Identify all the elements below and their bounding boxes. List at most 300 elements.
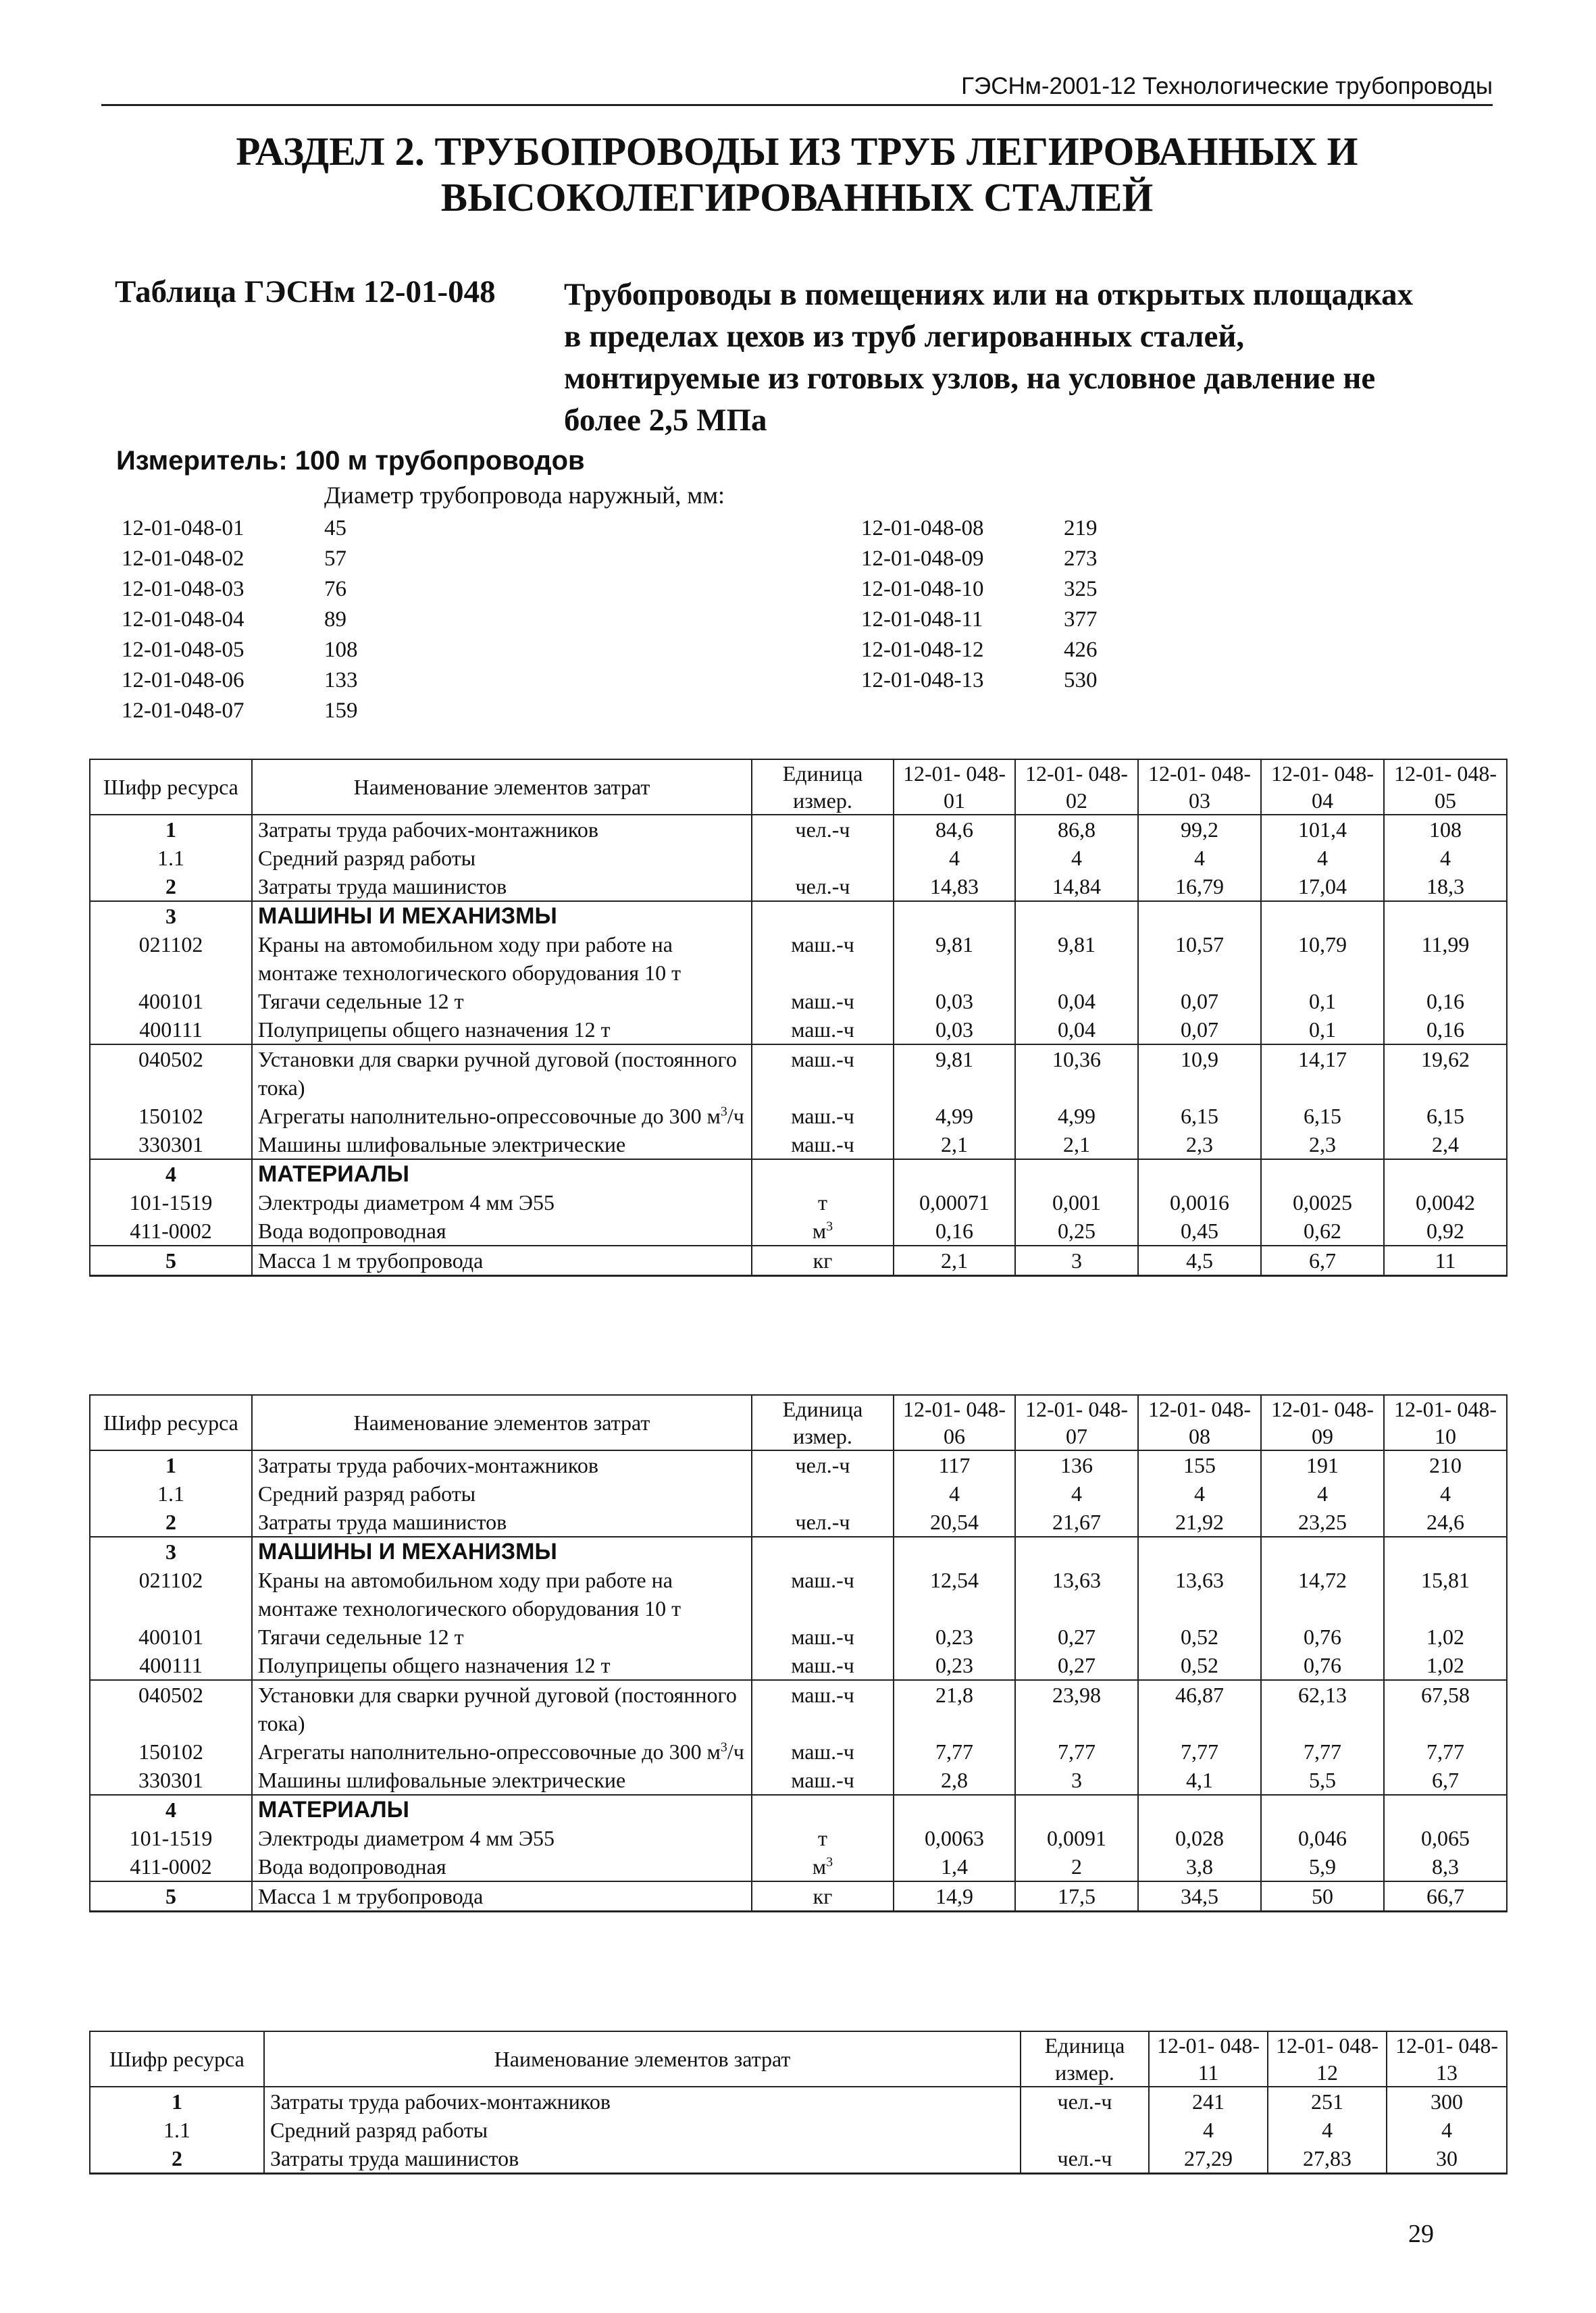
resource-name: Тягачи седельные 12 т	[252, 1623, 752, 1651]
table-row	[90, 2144, 1507, 2174]
cost-value: 9,81	[894, 1044, 1015, 1102]
cost-value: 4	[1015, 1479, 1138, 1508]
cost-value: 0,04	[1015, 987, 1138, 1015]
table-row	[90, 1737, 1507, 1766]
table-row	[90, 1537, 1507, 1566]
table-row	[90, 1188, 1507, 1217]
cost-value	[1015, 901, 1138, 930]
cost-value: 4	[1268, 2116, 1387, 2144]
header-unit: Единица измер.	[752, 759, 894, 815]
cost-value: 23,25	[1261, 1508, 1384, 1537]
resource-code: 400101	[90, 987, 252, 1015]
resource-name: МАШИНЫ И МЕХАНИЗМЫ	[252, 901, 752, 930]
resource-name: Установки для сварки ручной дуговой (постоянного тока)	[252, 1680, 752, 1737]
diameter-value: 76	[324, 577, 346, 601]
table-row	[90, 1881, 1507, 1912]
cost-value: 0,76	[1261, 1651, 1384, 1680]
cost-value	[1261, 901, 1384, 930]
diameter-value: 89	[324, 607, 346, 632]
code-value: 12-01-048-01	[122, 516, 244, 540]
resource-unit	[752, 1159, 894, 1188]
table-row	[90, 930, 1507, 987]
header-code: 12-01- 048-04	[1261, 759, 1384, 815]
resource-unit: чел.-ч	[752, 1508, 894, 1537]
resource-name: Масса 1 м трубопровода	[252, 1246, 752, 1276]
table-row	[90, 987, 1507, 1015]
cost-value: 24,6	[1384, 1508, 1507, 1537]
resource-unit: кг	[752, 1881, 894, 1912]
code-value: 12-01-048-02	[122, 547, 244, 571]
cost-value: 0,23	[894, 1623, 1015, 1651]
cost-value: 15,81	[1384, 1566, 1507, 1623]
resource-code: 101-1519	[90, 1188, 252, 1217]
cost-value: 0,07	[1138, 987, 1261, 1015]
cost-value: 13,63	[1015, 1566, 1138, 1623]
resource-name: Затраты труда рабочих-монтажников	[252, 1450, 752, 1479]
cost-value: 4	[1149, 2116, 1268, 2144]
cost-value: 117	[894, 1450, 1015, 1479]
cost-value: 66,7	[1384, 1881, 1507, 1912]
resource-code: 3	[90, 901, 252, 930]
cost-value	[1261, 1537, 1384, 1566]
header-code: 12-01- 048-07	[1015, 1395, 1138, 1450]
code-row	[122, 605, 405, 635]
cost-value	[894, 1795, 1015, 1824]
cost-value: 20,54	[894, 1508, 1015, 1537]
header-code: 12-01- 048-08	[1138, 1395, 1261, 1450]
resource-name: Тягачи седельные 12 т	[252, 987, 752, 1015]
table-row	[90, 815, 1507, 844]
resource-unit	[752, 1537, 894, 1566]
cost-value: 3,8	[1138, 1852, 1261, 1881]
cost-value: 0,76	[1261, 1623, 1384, 1651]
table-row	[90, 1102, 1507, 1130]
section-title	[101, 128, 1493, 220]
header-code: 12-01- 048-12	[1268, 2031, 1387, 2087]
resource-name: Полуприцепы общего назначения 12 т	[252, 1651, 752, 1680]
resource-code: 330301	[90, 1130, 252, 1159]
cost-value: 5,9	[1261, 1852, 1384, 1881]
cost-value: 0,0091	[1015, 1824, 1138, 1852]
resource-table-3	[89, 2031, 1508, 2175]
cost-value: 0,0042	[1384, 1188, 1507, 1217]
code-value: 12-01-048-05	[122, 638, 244, 662]
cost-value: 101,4	[1261, 815, 1384, 844]
resource-name: Полуприцепы общего назначения 12 т	[252, 1015, 752, 1044]
code-row	[122, 696, 405, 726]
cost-value: 0,62	[1261, 1217, 1384, 1246]
cost-value: 300	[1387, 2087, 1507, 2116]
running-header: ГЭСНм-2001-12 Технологические трубопроводы	[101, 73, 1493, 106]
cost-value: 0,0063	[894, 1824, 1015, 1852]
diameter-value: 108	[324, 638, 358, 662]
cost-value: 108	[1384, 815, 1507, 844]
page-number: 29	[1408, 2220, 1434, 2248]
diameter-value: 530	[1064, 668, 1098, 692]
resource-code: 040502	[90, 1044, 252, 1102]
resource-code: 4	[90, 1159, 252, 1188]
cost-value: 2,1	[1015, 1130, 1138, 1159]
cost-value: 0,046	[1261, 1824, 1384, 1852]
header-cipher: Шифр ресурса	[90, 2031, 264, 2087]
resource-code: 5	[90, 1246, 252, 1276]
resource-code: 400111	[90, 1015, 252, 1044]
table-row	[90, 1246, 1507, 1276]
cost-value: 2,4	[1384, 1130, 1507, 1159]
cost-value: 0,028	[1138, 1824, 1261, 1852]
resource-unit	[1021, 2116, 1149, 2144]
cost-value: 7,77	[1261, 1737, 1384, 1766]
cost-value: 19,62	[1384, 1044, 1507, 1102]
cost-value: 6,15	[1138, 1102, 1261, 1130]
cost-value: 136	[1015, 1450, 1138, 1479]
cost-value: 30	[1387, 2144, 1507, 2174]
resource-code: 1.1	[90, 2116, 264, 2144]
resource-name: Затраты труда машинистов	[252, 1508, 752, 1537]
resource-name: Агрегаты наполнительно-опрессовочные до 300 $м^3/ч$	[252, 1102, 752, 1130]
cost-value: 84,6	[894, 815, 1015, 844]
cost-value: 46,87	[1138, 1680, 1261, 1737]
table-row	[90, 1015, 1507, 1044]
header-unit: Единица измер.	[1021, 2031, 1149, 2087]
resource-name: МАТЕРИАЛЫ	[252, 1159, 752, 1188]
table-row	[90, 1566, 1507, 1623]
cost-value: 4	[1384, 1479, 1507, 1508]
table-row	[90, 1479, 1507, 1508]
table-row	[90, 1130, 1507, 1159]
resource-unit	[752, 901, 894, 930]
diameter-value: 219	[1064, 516, 1098, 540]
table-desc-line: монтируемые из готовых узлов, на условное давление не	[564, 361, 1376, 396]
cost-value: 14,83	[894, 872, 1015, 901]
table-row	[90, 1217, 1507, 1246]
table-row	[90, 844, 1507, 872]
cost-value: 21,92	[1138, 1508, 1261, 1537]
resource-unit: маш.-ч	[752, 1044, 894, 1102]
cost-value: 10,9	[1138, 1044, 1261, 1102]
cost-value: 4,99	[1015, 1102, 1138, 1130]
table-row	[90, 2087, 1507, 2116]
table-header-row	[90, 1395, 1507, 1450]
cost-value: 27,29	[1149, 2144, 1268, 2174]
code-value: 12-01-048-09	[861, 547, 984, 571]
resource-code: 1.1	[90, 844, 252, 872]
cost-value: 2,1	[894, 1130, 1015, 1159]
codes-list-right	[861, 513, 1145, 696]
cost-value: 11,99	[1384, 930, 1507, 987]
cost-value: 27,83	[1268, 2144, 1387, 2174]
cost-value: 13,63	[1138, 1566, 1261, 1623]
cost-value: 4	[1138, 844, 1261, 872]
resource-code: 1	[90, 2087, 264, 2116]
resource-unit: маш.-ч	[752, 1766, 894, 1795]
resource-code: 330301	[90, 1766, 252, 1795]
resource-table-2	[89, 1394, 1508, 1912]
resource-name: Затраты труда рабочих-монтажников	[252, 815, 752, 844]
code-row	[861, 635, 1145, 665]
cost-value: 7,77	[1015, 1737, 1138, 1766]
cost-value: 2,1	[894, 1246, 1015, 1276]
cost-value: 21,8	[894, 1680, 1015, 1737]
section-title-line2: ВЫСОКОЛЕГИРОВАННЫХ СТАЛЕЙ	[440, 175, 1154, 220]
header-cipher: Шифр ресурса	[90, 759, 252, 815]
code-value: 12-01-048-07	[122, 698, 244, 723]
cost-value: 14,9	[894, 1881, 1015, 1912]
resource-unit: чел.-ч	[752, 872, 894, 901]
table-row	[90, 1680, 1507, 1737]
cost-value	[1015, 1537, 1138, 1566]
resource-code: 411-0002	[90, 1217, 252, 1246]
cost-value	[1138, 1795, 1261, 1824]
cost-value: 12,54	[894, 1566, 1015, 1623]
code-row	[122, 635, 405, 665]
diameter-label: Диаметр трубопровода наружный, мм:	[324, 482, 725, 509]
resource-unit	[752, 1479, 894, 1508]
cost-value: 62,13	[1261, 1680, 1384, 1737]
resource-name: Затраты труда рабочих-монтажников	[264, 2087, 1021, 2116]
code-value: 12-01-048-13	[861, 668, 984, 692]
cost-value: 1,02	[1384, 1651, 1507, 1680]
resource-name: Краны на автомобильном ходу при работе на монтаже технологического оборудования 10 т	[252, 930, 752, 987]
code-value: 12-01-048-04	[122, 607, 244, 632]
cost-value: 21,67	[1015, 1508, 1138, 1537]
resource-unit: чел.-ч	[1021, 2087, 1149, 2116]
resource-code: 2	[90, 872, 252, 901]
header-code: 12-01- 048-13	[1387, 2031, 1507, 2087]
resource-name: Вода водопроводная	[252, 1217, 752, 1246]
cost-value: 1,02	[1384, 1623, 1507, 1651]
cost-value: 0,92	[1384, 1217, 1507, 1246]
resource-code: 021102	[90, 930, 252, 987]
table-row	[90, 1159, 1507, 1188]
cost-value: 0,0025	[1261, 1188, 1384, 1217]
cost-value: 7,77	[1384, 1737, 1507, 1766]
resource-unit: т	[752, 1188, 894, 1217]
cost-value: 1,4	[894, 1852, 1015, 1881]
resource-unit: т	[752, 1824, 894, 1852]
resource-name: Затраты труда машинистов	[264, 2144, 1021, 2174]
cost-value: 2,3	[1138, 1130, 1261, 1159]
cost-value: 0,27	[1015, 1623, 1138, 1651]
cost-value: 191	[1261, 1450, 1384, 1479]
cost-value	[1015, 1795, 1138, 1824]
header-code: 12-01- 048-11	[1149, 2031, 1268, 2087]
table-row	[90, 901, 1507, 930]
resource-unit: маш.-ч	[752, 987, 894, 1015]
cost-value: 4	[1387, 2116, 1507, 2144]
cost-value: 4	[1261, 1479, 1384, 1508]
table-row	[90, 872, 1507, 901]
header-name: Наименование элементов затрат	[252, 759, 752, 815]
cost-value	[1015, 1159, 1138, 1188]
cost-value: 0,00071	[894, 1188, 1015, 1217]
code-value: 12-01-048-11	[861, 607, 983, 632]
resource-code: 5	[90, 1881, 252, 1912]
cost-value: 67,58	[1384, 1680, 1507, 1737]
cost-value: 0,065	[1384, 1824, 1507, 1852]
cost-value: 11	[1384, 1246, 1507, 1276]
resource-code: 1	[90, 1450, 252, 1479]
cost-value: 4	[1138, 1479, 1261, 1508]
code-value: 12-01-048-03	[122, 577, 244, 601]
resource-code: 2	[90, 2144, 264, 2174]
cost-value: 6,7	[1261, 1246, 1384, 1276]
table-header-row	[90, 2031, 1507, 2087]
cost-value: 99,2	[1138, 815, 1261, 844]
resource-unit: маш.-ч	[752, 1130, 894, 1159]
code-row	[861, 513, 1145, 544]
resource-code: 021102	[90, 1566, 252, 1623]
diameter-value: 159	[324, 698, 358, 723]
cost-value: 2	[1015, 1852, 1138, 1881]
table-row	[90, 1651, 1507, 1680]
resource-name: Машины шлифовальные электрические	[252, 1130, 752, 1159]
cost-value: 241	[1149, 2087, 1268, 2116]
resource-unit: маш.-ч	[752, 1102, 894, 1130]
cost-value: 0,52	[1138, 1623, 1261, 1651]
table-row	[90, 1824, 1507, 1852]
cost-value: 0,1	[1261, 1015, 1384, 1044]
cost-value: 210	[1384, 1450, 1507, 1479]
cost-value: 6,7	[1384, 1766, 1507, 1795]
cost-value: 251	[1268, 2087, 1387, 2116]
resource-unit: маш.-ч	[752, 1680, 894, 1737]
header-name: Наименование элементов затрат	[264, 2031, 1021, 2087]
code-row	[122, 513, 405, 544]
resource-code: 400101	[90, 1623, 252, 1651]
cost-value: 10,57	[1138, 930, 1261, 987]
header-code: 12-01- 048-03	[1138, 759, 1261, 815]
diameter-value: 426	[1064, 638, 1098, 662]
code-row	[122, 574, 405, 605]
resource-name: Средний разряд работы	[252, 844, 752, 872]
table-header-row	[90, 759, 1507, 815]
cost-value: 0,16	[1384, 987, 1507, 1015]
cost-value: 18,3	[1384, 872, 1507, 901]
table-desc-line: Трубопроводы в помещениях или на открытых площадках	[564, 277, 1414, 312]
header-cipher: Шифр ресурса	[90, 1395, 252, 1450]
cost-value: 0,16	[894, 1217, 1015, 1246]
code-row	[122, 665, 405, 696]
table-row	[90, 1044, 1507, 1102]
header-code: 12-01- 048-06	[894, 1395, 1015, 1450]
resource-code: 040502	[90, 1680, 252, 1737]
cost-value: 2,3	[1261, 1130, 1384, 1159]
diameter-value: 273	[1064, 547, 1098, 571]
cost-value: 4	[1261, 844, 1384, 872]
header-unit: Единица измер.	[752, 1395, 894, 1450]
cost-value	[1138, 1537, 1261, 1566]
resource-unit: чел.-ч	[1021, 2144, 1149, 2174]
cost-value: 9,81	[1015, 930, 1138, 987]
cost-value: 0,03	[894, 1015, 1015, 1044]
resource-name: Краны на автомобильном ходу при работе на монтаже технологического оборудования 10 т	[252, 1566, 752, 1623]
cost-value	[1384, 1795, 1507, 1824]
cost-value: 0,25	[1015, 1217, 1138, 1246]
resource-unit: $м^3$	[752, 1852, 894, 1881]
diameter-value: 45	[324, 516, 346, 540]
cost-value: 2,8	[894, 1766, 1015, 1795]
header-code: 12-01- 048-10	[1384, 1395, 1507, 1450]
header-name: Наименование элементов затрат	[252, 1395, 752, 1450]
code-row	[861, 544, 1145, 574]
code-row	[861, 574, 1145, 605]
section-title-line1: РАЗДЕЛ 2. ТРУБОПРОВОДЫ ИЗ ТРУБ ЛЕГИРОВАННЫХ И	[236, 129, 1358, 174]
resource-code: 150102	[90, 1737, 252, 1766]
codes-list-left	[122, 513, 405, 726]
table-row	[90, 1623, 1507, 1651]
resource-code: 3	[90, 1537, 252, 1566]
cost-value	[1384, 1537, 1507, 1566]
cost-value: 34,5	[1138, 1881, 1261, 1912]
cost-value: 0,0016	[1138, 1188, 1261, 1217]
table-code: Таблица ГЭСНм 12-01-048	[115, 274, 496, 309]
code-row	[861, 605, 1145, 635]
header-code: 12-01- 048-09	[1261, 1395, 1384, 1450]
resource-unit: кг	[752, 1246, 894, 1276]
cost-value: 0,16	[1384, 1015, 1507, 1044]
resource-name: Агрегаты наполнительно-опрессовочные до 300 $м^3/ч$	[252, 1737, 752, 1766]
cost-value: 0,45	[1138, 1217, 1261, 1246]
cost-value	[1384, 901, 1507, 930]
cost-value: 14,84	[1015, 872, 1138, 901]
cost-value: 3	[1015, 1246, 1138, 1276]
diameter-value: 57	[324, 547, 346, 571]
table-row	[90, 1852, 1507, 1881]
resource-table-1	[89, 759, 1508, 1277]
table-desc-line: более 2,5 МПа	[564, 403, 767, 438]
resource-unit: маш.-ч	[752, 1651, 894, 1680]
cost-value: 4	[1384, 844, 1507, 872]
resource-unit: маш.-ч	[752, 1737, 894, 1766]
cost-value: 0,07	[1138, 1015, 1261, 1044]
cost-value: 0,001	[1015, 1188, 1138, 1217]
measure-unit: Измеритель: 100 м трубопроводов	[116, 446, 585, 476]
resource-unit	[752, 1795, 894, 1824]
cost-value: 7,77	[1138, 1737, 1261, 1766]
diameter-value: 133	[324, 668, 358, 692]
resource-code: 4	[90, 1795, 252, 1824]
diameter-value: 325	[1064, 577, 1098, 601]
cost-value: 0,03	[894, 987, 1015, 1015]
header-code: 12-01- 048-05	[1384, 759, 1507, 815]
code-value: 12-01-048-12	[861, 638, 984, 662]
resource-unit	[752, 844, 894, 872]
resource-unit: маш.-ч	[752, 1623, 894, 1651]
header-code: 12-01- 048-01	[894, 759, 1015, 815]
resource-code: 1	[90, 815, 252, 844]
table-row	[90, 1450, 1507, 1479]
cost-value: 0,1	[1261, 987, 1384, 1015]
resource-name: МАТЕРИАЛЫ	[252, 1795, 752, 1824]
cost-value: 4,1	[1138, 1766, 1261, 1795]
cost-value: 155	[1138, 1450, 1261, 1479]
resource-name: Средний разряд работы	[264, 2116, 1021, 2144]
resource-name: Масса 1 м трубопровода	[252, 1881, 752, 1912]
resource-name: Затраты труда машинистов	[252, 872, 752, 901]
cost-value: 14,72	[1261, 1566, 1384, 1623]
table-row	[90, 1508, 1507, 1537]
resource-name: Машины шлифовальные электрические	[252, 1766, 752, 1795]
cost-value	[1138, 1159, 1261, 1188]
resource-name: МАШИНЫ И МЕХАНИЗМЫ	[252, 1537, 752, 1566]
cost-value: 16,79	[1138, 872, 1261, 901]
resource-unit: $м^3$	[752, 1217, 894, 1246]
cost-value: 0,04	[1015, 1015, 1138, 1044]
resource-unit: чел.-ч	[752, 1450, 894, 1479]
resource-name: Вода водопроводная	[252, 1852, 752, 1881]
cost-value: 86,8	[1015, 815, 1138, 844]
